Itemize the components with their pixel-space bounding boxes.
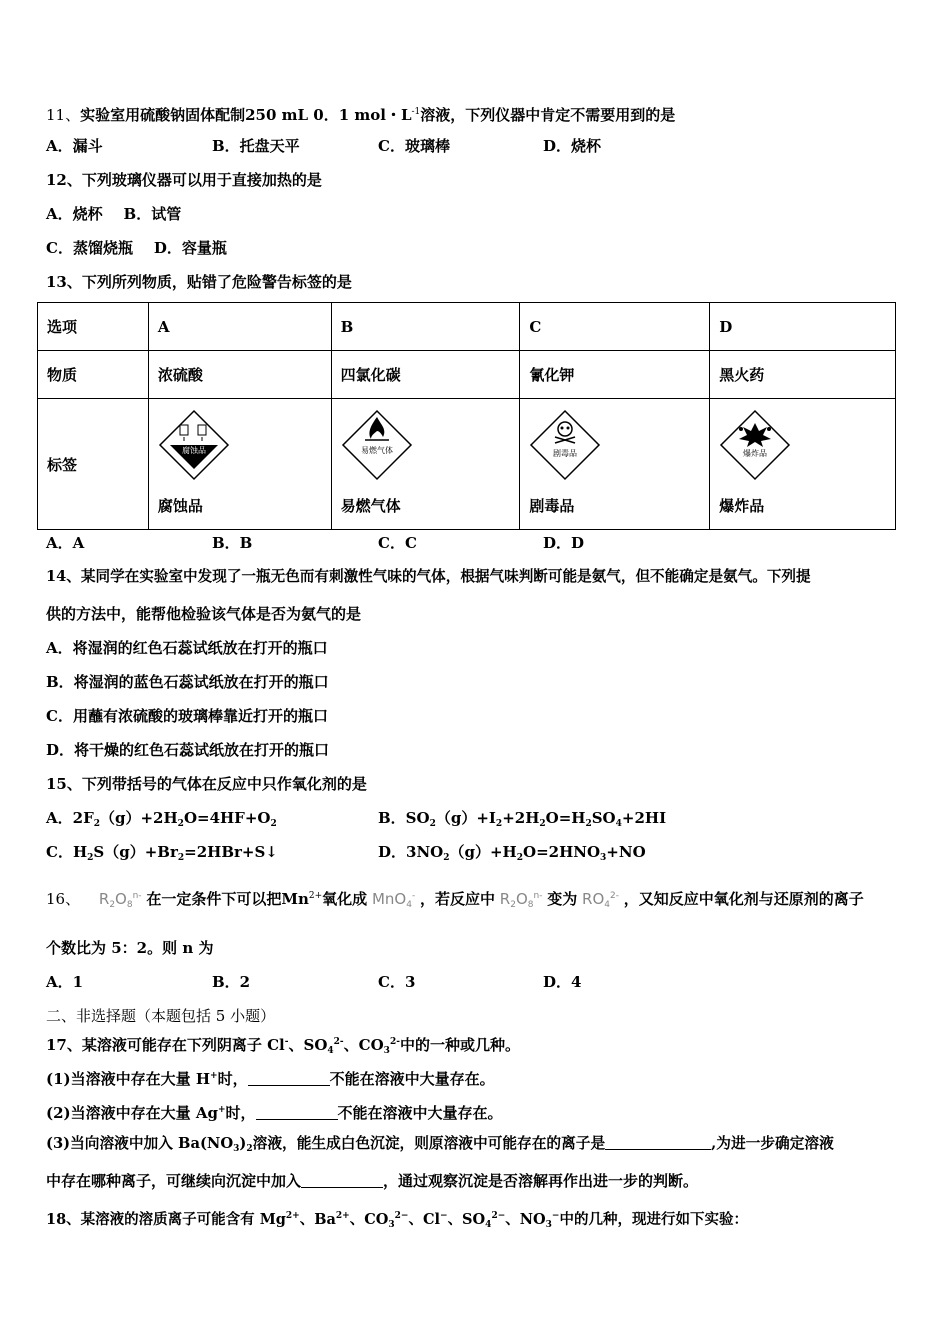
caption-a: 腐蚀品 — [157, 496, 203, 515]
caption-c: 剧毒品 — [529, 496, 575, 515]
substance-title: 物质 — [38, 351, 149, 399]
answer-blank-2[interactable] — [256, 1105, 338, 1120]
ion-ro4: $RO_4^{2-}$ — [582, 890, 619, 910]
q17-part1: (1)当溶液中存在大量 H+时， 不能在溶液中大量存在。 — [46, 1070, 495, 1088]
label-title: 标签 — [38, 399, 149, 530]
q11-stem: 11、实验室用硫酸钠固体配制250 mL 0．1 mol・$L^{-1}$溶液，下列仪器中肯定不需要用到的是 — [46, 106, 676, 124]
q13-option-b: B．B — [212, 534, 253, 552]
explosive-icon-text: 爆炸品 — [743, 448, 768, 458]
header-c: C — [520, 303, 710, 351]
q14-stem-line2: 供的方法中，能帮他检验该气体是否为氨气的是 — [46, 605, 362, 623]
label-cell-c — [520, 399, 710, 530]
table-header-row — [38, 303, 896, 351]
q11-option-b: B．托盘天平 — [212, 137, 300, 155]
caption-b: 易燃气体 — [340, 496, 401, 515]
q17-part3: (3)当向溶液中加入 $Ba(NO_3)_2$溶液，能生成白色沉淀，则原溶液中可能存在的离子是 ,为进一步确定溶液 — [46, 1135, 834, 1154]
flammable-gas-icon-text: 易燃气体 — [360, 445, 393, 455]
toxic-icon-text: 剧毒品 — [553, 448, 578, 458]
q14-stem-line1: 14、某同学在实验室中发现了一瓶无色而有刺激性气味的气体，根据气味判断可能是氨气，但不能确定是氨气。下列提 — [46, 568, 811, 585]
substance-d: 黑火药 — [710, 351, 896, 399]
q17-part3-line2: 中存在哪种离子，可继续向沉淀中加入 ，通过观察沉淀是否溶解再作出进一步的判断。 — [46, 1172, 699, 1190]
q14-option-a: A．将湿润的红色石蕊试纸放在打开的瓶口 — [46, 639, 328, 657]
q14-option-c: C．用蘸有浓硫酸的玻璃棒靠近打开的瓶口 — [46, 707, 328, 725]
q15-option-a: A．$2F_2(g)+2H_2O=4HF+O_2$ — [46, 809, 277, 829]
answer-blank-4[interactable] — [301, 1173, 383, 1188]
q15-stem: 15、下列带括号的气体在反应中只作氧化剂的是 — [46, 775, 367, 793]
q15-option-b: B．$SO_2(g)+I_2+2H_2O=H_2SO_4+2HI$ — [378, 809, 667, 829]
substance-a: 浓硫酸 — [148, 351, 331, 399]
q16-option-d: D．4 — [543, 973, 582, 991]
header-option: 选项 — [38, 303, 149, 351]
substance-c: 氰化钾 — [520, 351, 710, 399]
q13-stem: 13、下列所列物质，贴错了危险警告标签的是 — [46, 273, 352, 291]
hazard-label-table — [37, 302, 896, 530]
q14-option-b: B．将湿润的蓝色石蕊试纸放在打开的瓶口 — [46, 673, 329, 691]
flammable-gas-icon — [341, 409, 413, 481]
q12-options-row1: A．烧杯 B．试管 — [46, 205, 182, 223]
q11-option-d: D．烧杯 — [543, 137, 602, 155]
q16-option-b: B．2 — [212, 973, 251, 991]
q11-option-c: C．玻璃棒 — [378, 137, 450, 155]
q13-option-d: D．D — [543, 534, 585, 552]
q16-stem: 16、 $R_2O_8^{n-}$ 在一定条件下可以把$Mn^{2+}$氧化成 MnO$_4$- ，若反应中 $R_2O_8^{n-}$ 变为 $RO_4^{2-}$ ，又知反应中氧化剂与还原剂的离子 — [46, 890, 864, 910]
table-row-substance — [38, 351, 896, 399]
answer-blank-3[interactable] — [605, 1135, 711, 1150]
explosive-icon — [719, 409, 791, 481]
q13-option-a: A．A — [46, 534, 85, 552]
q16-stem-line2: 个数比为 5：2。则 n 为 — [46, 939, 214, 957]
label-cell-b — [331, 399, 520, 530]
answer-blank-1[interactable] — [248, 1071, 330, 1086]
corrosive-icon-text: 腐蚀品 — [181, 445, 206, 455]
toxic-icon — [529, 409, 601, 481]
q17-part2: (2)当溶液中存在大量 Ag+时， 不能在溶液中大量存在。 — [46, 1104, 503, 1122]
header-d: D — [710, 303, 896, 351]
label-cell-d — [710, 399, 896, 530]
q12-options-row2: C．蒸馏烧瓶 D．容量瓶 — [46, 239, 227, 257]
label-cell-a — [148, 399, 331, 530]
q14-option-d: D．将干燥的红色石蕊试纸放在打开的瓶口 — [46, 741, 330, 759]
ion-r2o8-b: $R_2O_8^{n-}$ — [499, 890, 543, 910]
q13-option-c: C．C — [378, 534, 417, 552]
section-heading: 二、非选择题（本题包括 5 小题） — [46, 1007, 276, 1025]
q16-option-a: A．1 — [46, 973, 84, 991]
q11-option-a: A．漏斗 — [46, 137, 103, 155]
header-b: B — [331, 303, 520, 351]
q17-stem: 17、某溶液可能存在下列阴离子 Cl-、$SO_4^{2-}$、$CO_3^{2-}$中的一种或几种。 — [46, 1036, 520, 1056]
ion-r2o8: $R_2O_8^{n-}$ — [98, 890, 142, 910]
q12-stem: 12、下列玻璃仪器可以用于直接加热的是 — [46, 171, 322, 189]
q18-stem: 18、某溶液的溶质离子可能含有 $Mg^{2+}$、$Ba^{2+}$、$CO_3^{2-}$、Cl−、$SO_4^{2-}$、$NO_3^-$中的几种，现进行如下实验： — [46, 1211, 748, 1230]
substance-b: 四氯化碳 — [331, 351, 520, 399]
table-row-label — [38, 399, 896, 530]
q15-option-d: D．$3NO_2(g)+H_2O=2HNO_3+NO$ — [378, 843, 646, 863]
header-a: A — [148, 303, 331, 351]
caption-d: 爆炸品 — [719, 496, 765, 515]
q16-option-c: C．3 — [378, 973, 416, 991]
q15-option-c: C．$H_2S(g)+Br_2=2HBr+S↓$ — [46, 843, 278, 863]
corrosive-icon — [158, 409, 230, 481]
ion-mno4: MnO$_4$- — [371, 890, 416, 910]
